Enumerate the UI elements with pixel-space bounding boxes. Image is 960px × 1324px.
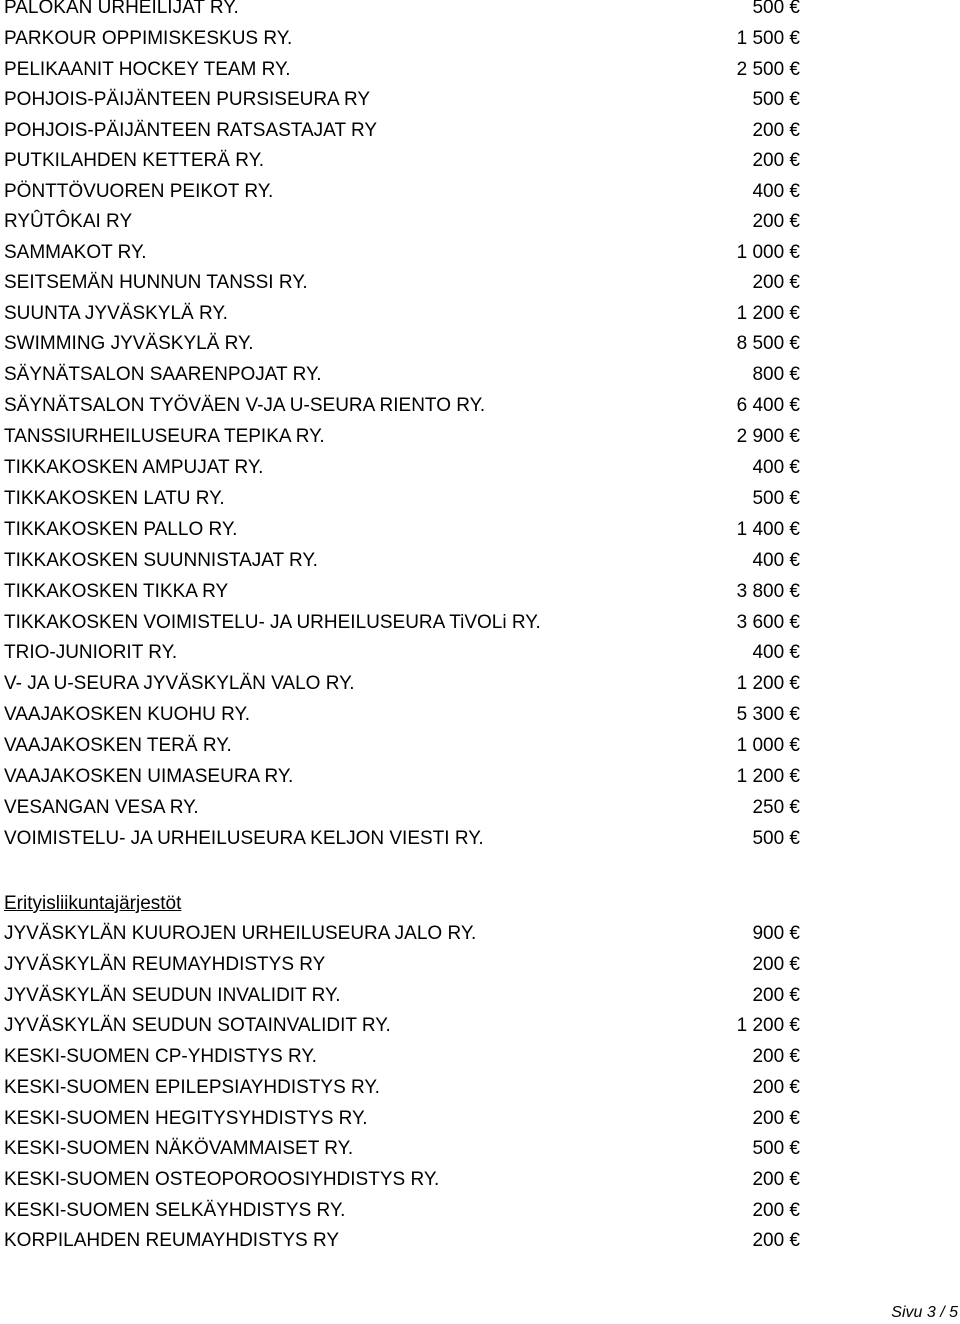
- list-item: [0, 515, 960, 545]
- list-item: [0, 24, 960, 54]
- list-item: [0, 116, 960, 146]
- grant-amount: 200 €: [752, 1077, 800, 1098]
- grant-amount: 3 600 €: [736, 612, 800, 633]
- grant-amount: 3 800 €: [736, 581, 800, 602]
- grant-amount: 200 €: [752, 211, 800, 232]
- association-name: KESKI-SUOMEN HEGITYSYHDISTYS RY.: [4, 1108, 368, 1129]
- association-name: RYÛTÔKAI RY: [4, 211, 133, 232]
- association-name: JYVÄSKYLÄN KUUROJEN URHEILUSEURA JALO RY.: [4, 923, 477, 944]
- association-name: SUUNTA JYVÄSKYLÄ RY.: [4, 303, 228, 324]
- grant-amount: 400 €: [752, 181, 800, 202]
- association-name: TANSSIURHEILUSEURA TEPIKA RY.: [4, 426, 325, 447]
- association-name: JYVÄSKYLÄN SEUDUN INVALIDIT RY.: [4, 985, 341, 1006]
- association-name: TIKKAKOSKEN LATU RY.: [4, 488, 225, 509]
- association-name: PELIKAANIT HOCKEY TEAM RY.: [4, 59, 291, 80]
- list-item: [0, 453, 960, 483]
- grant-amount: 200 €: [752, 1200, 800, 1221]
- grant-amount: 500 €: [752, 0, 800, 18]
- list-item: [0, 731, 960, 761]
- list-item: [0, 1011, 960, 1041]
- association-name: TRIO-JUNIORIT RY.: [4, 642, 178, 663]
- grant-amount: 500 €: [752, 488, 800, 509]
- grant-amount: 2 900 €: [736, 426, 800, 447]
- grant-amount: 200 €: [752, 272, 800, 293]
- grant-amount: 500 €: [752, 1138, 800, 1159]
- list-item: [0, 391, 960, 421]
- list-item: [0, 950, 960, 980]
- grant-amount: 8 500 €: [736, 333, 800, 354]
- list-item: [0, 700, 960, 730]
- list-item: [0, 85, 960, 115]
- list-item: [0, 360, 960, 390]
- association-name: JYVÄSKYLÄN REUMAYHDISTYS RY: [4, 954, 326, 975]
- association-name: VAAJAKOSKEN UIMASEURA RY.: [4, 766, 294, 787]
- list-item: [0, 329, 960, 359]
- list-item: [0, 577, 960, 607]
- grant-amount: 200 €: [752, 1169, 800, 1190]
- list-item: [0, 919, 960, 949]
- grant-amount: 200 €: [752, 1046, 800, 1067]
- list-item: [0, 1226, 960, 1256]
- association-name: KESKI-SUOMEN EPILEPSIAYHDISTYS RY.: [4, 1077, 380, 1098]
- association-name: TIKKAKOSKEN TIKKA RY: [4, 581, 229, 602]
- association-name: SÄYNÄTSALON TYÖVÄEN V-JA U-SEURA RIENTO RY.: [4, 395, 486, 416]
- association-name: POHJOIS-PÄIJÄNTEEN RATSASTAJAT RY: [4, 120, 378, 141]
- list-item: [0, 238, 960, 268]
- grant-amount: 500 €: [752, 828, 800, 849]
- grant-amount: 200 €: [752, 1230, 800, 1251]
- association-name: JYVÄSKYLÄN SEUDUN SOTAINVALIDIT RY.: [4, 1015, 391, 1036]
- association-name: PALOKAN URHEILIJAT RY.: [4, 0, 239, 18]
- grant-amount: 1 000 €: [736, 242, 800, 263]
- association-name: VOIMISTELU- JA URHEILUSEURA KELJON VIESTI RY.: [4, 828, 484, 849]
- grant-amount: 500 €: [752, 89, 800, 110]
- list-item: [0, 1165, 960, 1195]
- grant-amount: 800 €: [752, 364, 800, 385]
- list-item: [0, 55, 960, 85]
- association-name: PÖNTTÖVUOREN PEIKOT RY.: [4, 181, 274, 202]
- list-item: [0, 793, 960, 823]
- section-heading: Erityisliikuntajärjestöt: [4, 893, 182, 914]
- association-name: V- JA U-SEURA JYVÄSKYLÄN VALO RY.: [4, 673, 355, 694]
- list-item: [0, 177, 960, 207]
- grant-amount: 400 €: [752, 642, 800, 663]
- association-name: VAAJAKOSKEN TERÄ RY.: [4, 735, 232, 756]
- grant-amount: 1 400 €: [736, 519, 800, 540]
- association-name: VAAJAKOSKEN KUOHU RY.: [4, 704, 251, 725]
- list-item: [0, 484, 960, 514]
- grant-amount: 200 €: [752, 150, 800, 171]
- list-item: [0, 824, 960, 854]
- list-item: [0, 608, 960, 638]
- association-name: SAMMAKOT RY.: [4, 242, 147, 263]
- list-item: [0, 299, 960, 329]
- association-name: TIKKAKOSKEN PALLO RY.: [4, 519, 238, 540]
- list-item: [0, 268, 960, 298]
- association-name: PARKOUR OPPIMISKESKUS RY.: [4, 28, 293, 49]
- grant-amount: 200 €: [752, 954, 800, 975]
- association-name: PUTKILAHDEN KETTERÄ RY.: [4, 150, 265, 171]
- association-name: TIKKAKOSKEN AMPUJAT RY.: [4, 457, 264, 478]
- association-name: KORPILAHDEN REUMAYHDISTYS RY: [4, 1230, 340, 1251]
- grant-amount: 1 200 €: [736, 673, 800, 694]
- association-name: SWIMMING JYVÄSKYLÄ RY.: [4, 333, 254, 354]
- grant-amount: 1 000 €: [736, 735, 800, 756]
- association-name: TIKKAKOSKEN VOIMISTELU- JA URHEILUSEURA TiVOLi RY.: [4, 612, 541, 633]
- grant-amount: 250 €: [752, 797, 800, 818]
- grant-amount: 2 500 €: [736, 59, 800, 80]
- grant-amount: 400 €: [752, 457, 800, 478]
- grant-amount: 200 €: [752, 1108, 800, 1129]
- grant-amount: 900 €: [752, 923, 800, 944]
- page-number: Sivu 3 / 5: [891, 1304, 958, 1321]
- list-item: [0, 1073, 960, 1103]
- association-name: TIKKAKOSKEN SUUNNISTAJAT RY.: [4, 550, 318, 571]
- list-item: [0, 146, 960, 176]
- list-item: [0, 669, 960, 699]
- list-item: [0, 1042, 960, 1072]
- grant-amount: 5 300 €: [736, 704, 800, 725]
- association-name: KESKI-SUOMEN SELKÄYHDISTYS RY.: [4, 1200, 346, 1221]
- list-item: [0, 207, 960, 237]
- grant-amount: 1 200 €: [736, 766, 800, 787]
- association-name: KESKI-SUOMEN OSTEOPOROOSIYHDISTYS RY.: [4, 1169, 440, 1190]
- list-item: [0, 1134, 960, 1164]
- association-name: POHJOIS-PÄIJÄNTEEN PURSISEURA RY: [4, 89, 371, 110]
- grant-amount: 1 500 €: [736, 28, 800, 49]
- grant-amount: 200 €: [752, 985, 800, 1006]
- list-item: [0, 546, 960, 576]
- list-item: [0, 1196, 960, 1226]
- list-item: [0, 422, 960, 452]
- association-name: SÄYNÄTSALON SAARENPOJAT RY.: [4, 364, 322, 385]
- association-name: VESANGAN VESA RY.: [4, 797, 199, 818]
- grant-amount: 1 200 €: [736, 303, 800, 324]
- list-item: [0, 0, 960, 23]
- grant-amount: 400 €: [752, 550, 800, 571]
- list-item: [0, 981, 960, 1011]
- list-item: [0, 1104, 960, 1134]
- grant-amount: 200 €: [752, 120, 800, 141]
- grant-amount: 6 400 €: [736, 395, 800, 416]
- association-name: KESKI-SUOMEN CP-YHDISTYS RY.: [4, 1046, 317, 1067]
- list-item: [0, 762, 960, 792]
- association-name: SEITSEMÄN HUNNUN TANSSI RY.: [4, 272, 308, 293]
- grant-amount: 1 200 €: [736, 1015, 800, 1036]
- list-item: [0, 638, 960, 668]
- association-name: KESKI-SUOMEN NÄKÖVAMMAISET RY.: [4, 1138, 354, 1159]
